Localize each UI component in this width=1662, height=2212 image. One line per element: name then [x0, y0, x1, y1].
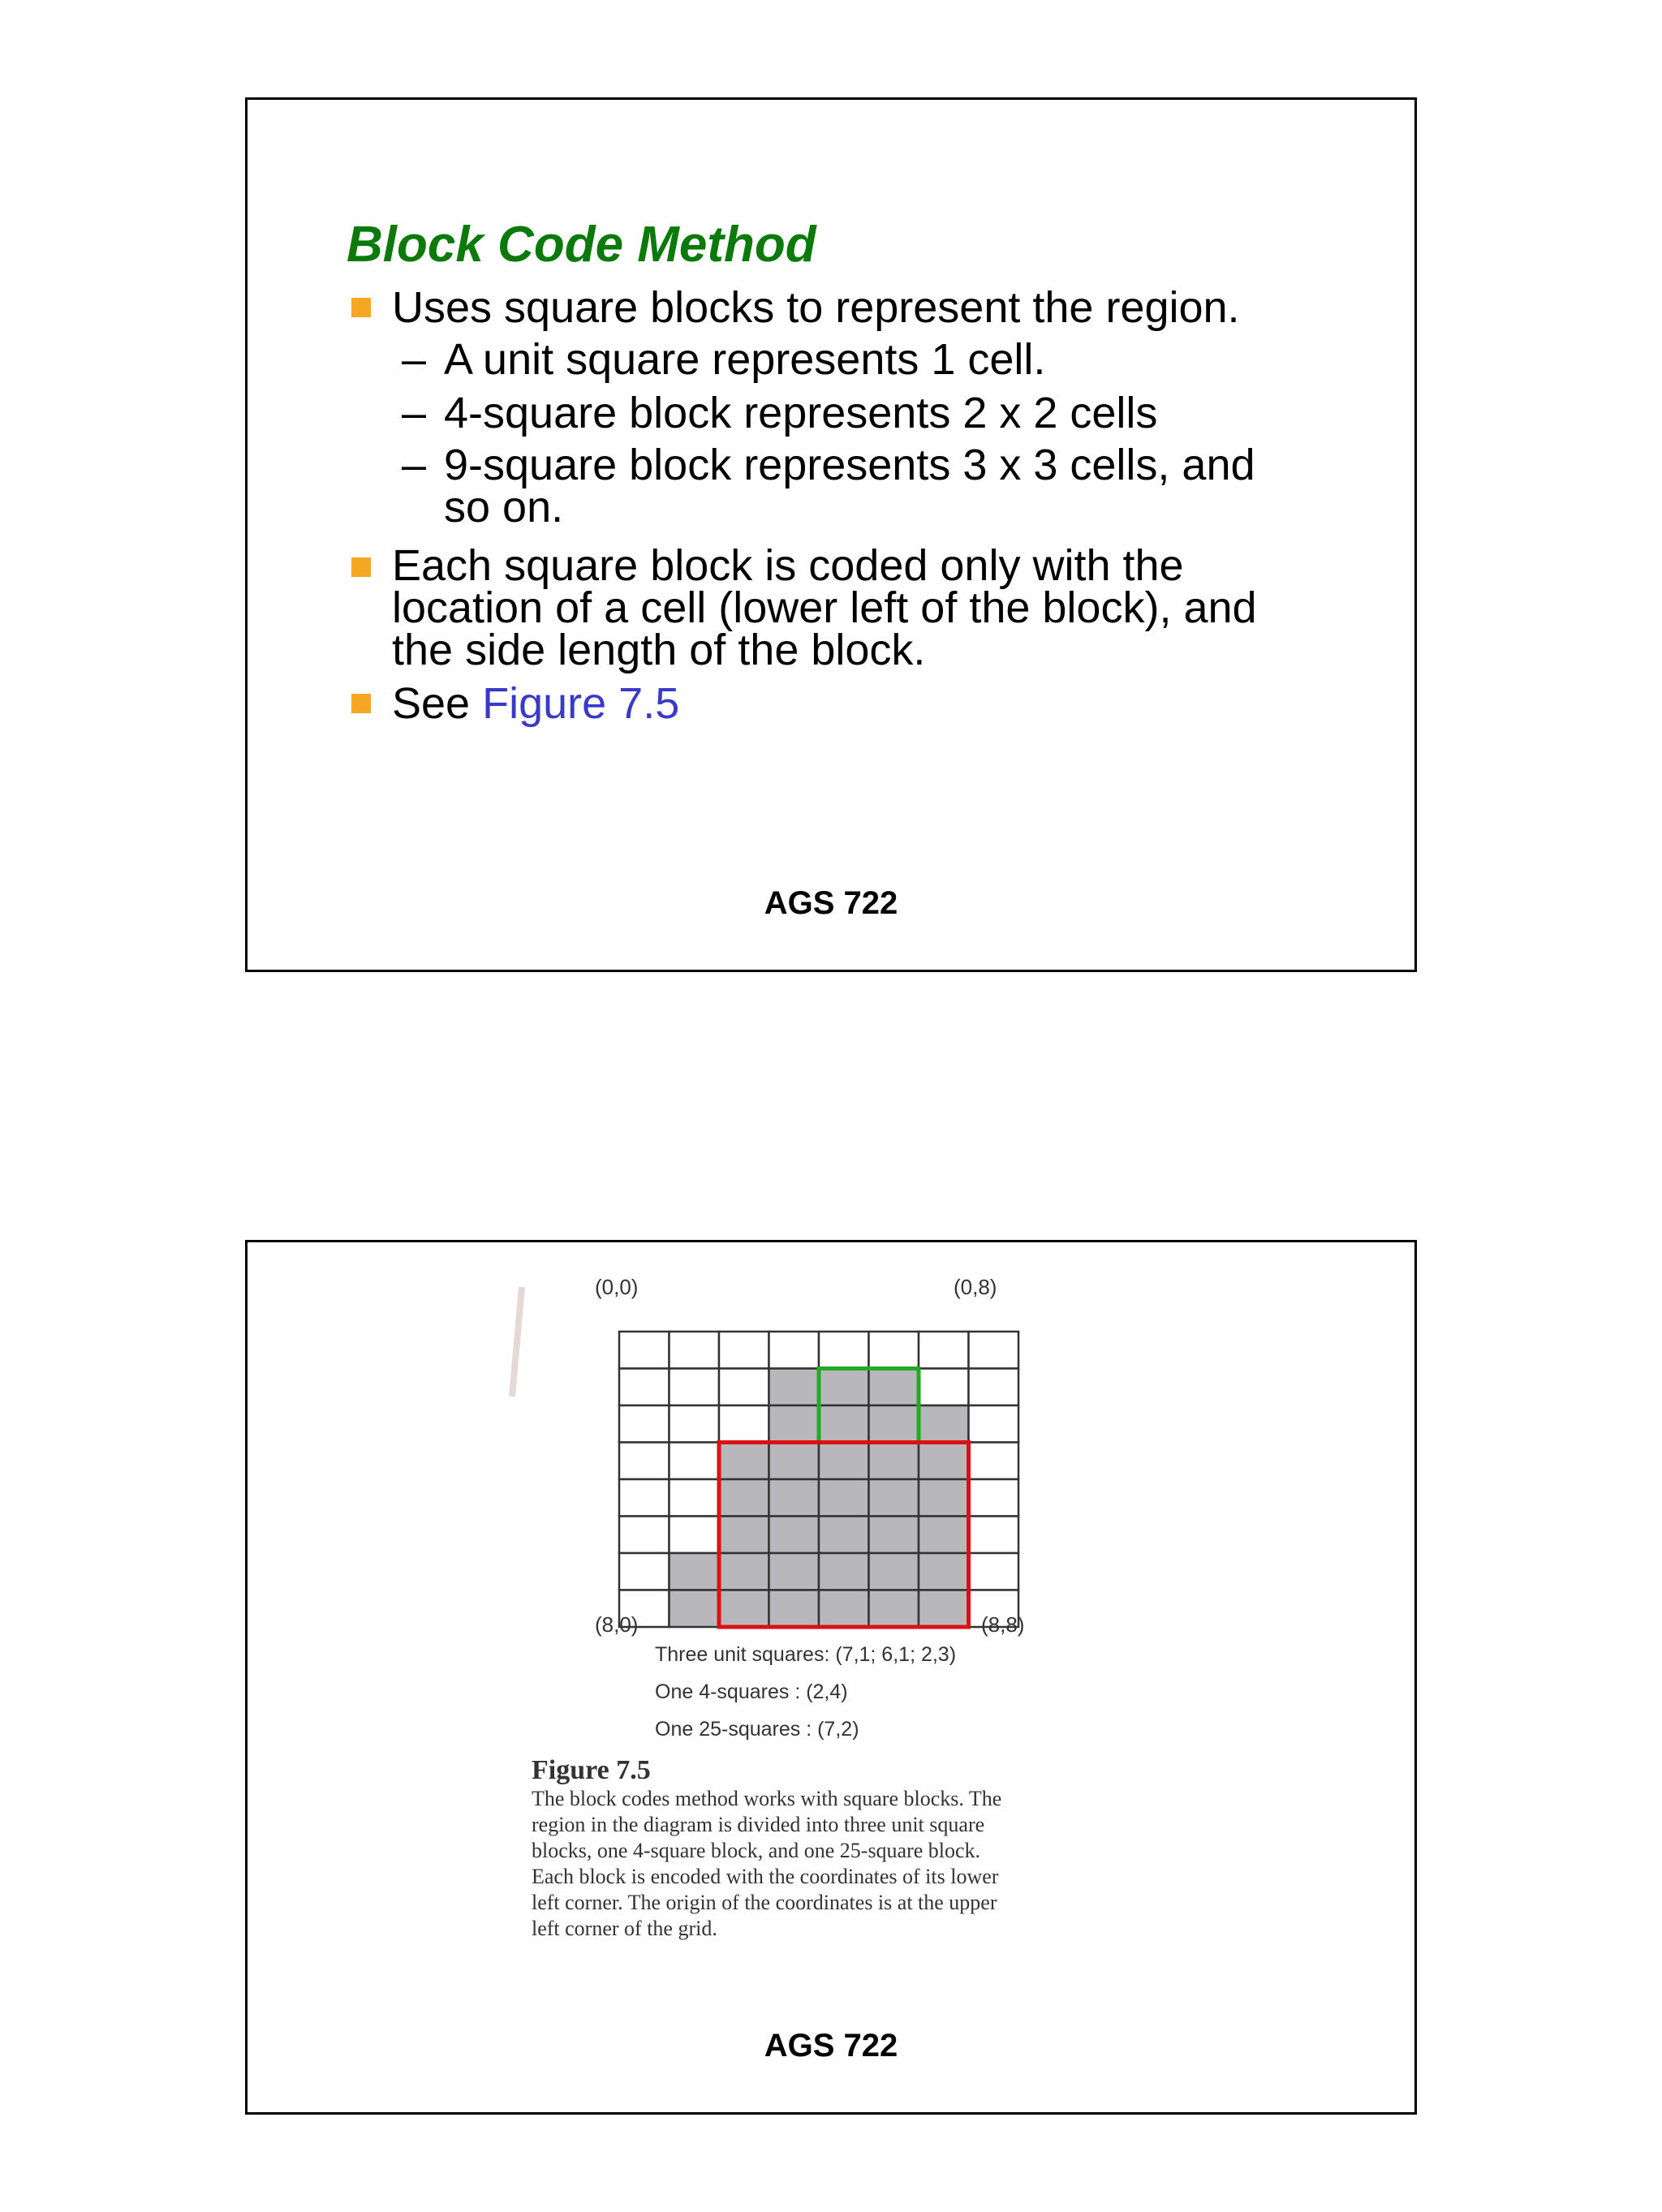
- grid-cell: [670, 1332, 720, 1369]
- grid-cell: [670, 1479, 720, 1517]
- grid-cell-shaded: [769, 1443, 820, 1480]
- grid-cell-shaded: [869, 1369, 919, 1406]
- grid-cell-shaded: [719, 1479, 769, 1517]
- grid-cell: [969, 1369, 1019, 1406]
- grid-cell-shaded: [869, 1517, 919, 1554]
- grid-cell: [769, 1332, 820, 1369]
- bullet-text: See: [392, 679, 483, 728]
- grid-cell-shaded: [719, 1443, 769, 1480]
- sub-bullet-text-cont: so on.: [444, 483, 564, 531]
- grid-cell-shaded: [819, 1517, 869, 1554]
- caption-line: blocks, one 4-square block, and one 25-square block.: [532, 1839, 981, 1862]
- grid-cell: [719, 1332, 769, 1369]
- grid-cell: [719, 1369, 769, 1406]
- slide-block-code-method: [245, 97, 1417, 972]
- caption-line: The block codes method works with square blocks. The: [532, 1787, 1002, 1810]
- grid-cell: [819, 1332, 869, 1369]
- grid-cell: [719, 1405, 769, 1443]
- grid-cell-shaded: [769, 1479, 820, 1517]
- grid-cell: [619, 1369, 670, 1406]
- grid-cell-shaded: [869, 1553, 919, 1590]
- grid-cell-shaded: [869, 1405, 919, 1443]
- grid-cell-shaded: [670, 1590, 720, 1628]
- corner-label-top-right: (0,8): [954, 1275, 997, 1299]
- note-unit-squares: Three unit squares: (7,1; 6,1; 2,3): [655, 1643, 957, 1666]
- bullet-text-cont: the side length of the block.: [392, 626, 926, 674]
- grid-cell-shaded: [719, 1553, 769, 1590]
- grid-cell-shaded: [719, 1517, 769, 1554]
- grid-cell-shaded: [819, 1369, 869, 1406]
- slide-figure-7-5: [245, 1240, 1417, 2115]
- sub-bullet-text: 9-square block represents 3 x 3 cells, and: [444, 441, 1255, 489]
- grid-cell: [619, 1405, 670, 1443]
- grid-cell-shaded: [769, 1590, 820, 1628]
- caption-body: [532, 1786, 1116, 1942]
- grid-cell: [619, 1517, 670, 1554]
- grid-cell-shaded: [919, 1405, 969, 1443]
- sub-bullet-text: A unit square represents 1 cell.: [444, 335, 1046, 384]
- grid-cell-shaded: [769, 1517, 820, 1554]
- grid-cell-shaded: [719, 1590, 769, 1628]
- grid-cell: [670, 1369, 720, 1406]
- bullet-text-cont: location of a cell (lower left of the block), and: [392, 583, 1257, 632]
- bullet-item: [347, 681, 1369, 726]
- grid-cell: [619, 1332, 670, 1369]
- sub-bullet-item: [347, 441, 1369, 531]
- sub-bullet-item: [347, 390, 1369, 436]
- grid-cell-shaded: [869, 1479, 919, 1517]
- sub-bullet-item: [347, 337, 1369, 382]
- corner-label-top-left: (0,0): [595, 1275, 639, 1299]
- grid-cell: [969, 1553, 1019, 1590]
- figure-link[interactable]: Figure 7.5: [482, 679, 680, 728]
- grid-cell-shaded: [919, 1553, 969, 1590]
- grid-cell: [670, 1443, 720, 1480]
- grid-cell-shaded: [670, 1553, 720, 1590]
- grid-cell: [670, 1405, 720, 1443]
- grid-cell: [969, 1405, 1019, 1443]
- grid-cell: [869, 1332, 919, 1369]
- grid-cell-shaded: [819, 1443, 869, 1480]
- corner-label-bottom-left: (8,0): [595, 1612, 639, 1637]
- grid-cell-shaded: [819, 1405, 869, 1443]
- grid-cell: [969, 1443, 1019, 1480]
- grid-cell-shaded: [819, 1590, 869, 1628]
- note-4-squares: One 4-squares : (2,4): [655, 1681, 848, 1703]
- slide-footer: AGS 722: [764, 885, 898, 921]
- bullet-list: [347, 285, 1369, 733]
- grid-cell-shaded: [819, 1479, 869, 1517]
- bullet-item: [347, 285, 1369, 330]
- grid-cell-shaded: [769, 1369, 820, 1406]
- bullet-square-icon: [351, 298, 371, 317]
- corner-label-bottom-right: (8,8): [981, 1612, 1025, 1637]
- caption-title: Figure 7.5: [532, 1755, 651, 1785]
- bullet-text: Each square block is coded only with the: [392, 541, 1184, 590]
- grid-cell-shaded: [769, 1553, 820, 1590]
- figure-caption: [532, 1755, 1116, 1942]
- grid-cell: [919, 1332, 969, 1369]
- grid-cell: [619, 1553, 670, 1590]
- caption-line: left corner. The origin of the coordinates is at the upper: [532, 1891, 997, 1914]
- grid-cell: [969, 1479, 1019, 1517]
- slide-footer: AGS 722: [764, 2028, 898, 2064]
- grid-cell-shaded: [919, 1479, 969, 1517]
- grid-cell: [619, 1443, 670, 1480]
- bullet-square-icon: [351, 557, 371, 577]
- caption-line: left corner of the grid.: [532, 1917, 717, 1940]
- slide-title: Block Code Method: [347, 217, 816, 273]
- note-25-squares: One 25-squares : (7,2): [655, 1718, 859, 1741]
- dash-icon: –: [402, 389, 427, 437]
- grid-cell-shaded: [869, 1443, 919, 1480]
- grid-cell: [919, 1369, 969, 1406]
- grid-cell-shaded: [919, 1517, 969, 1554]
- caption-line: region in the diagram is divided into three unit square: [532, 1813, 985, 1836]
- grid-cell: [619, 1479, 670, 1517]
- grid-cell: [969, 1517, 1019, 1554]
- grid-cell-shaded: [869, 1590, 919, 1628]
- grid-cell-shaded: [769, 1405, 820, 1443]
- bullet-text: Uses square blocks to represent the region.: [392, 283, 1240, 332]
- bullet-square-icon: [351, 694, 371, 713]
- grid-cell-shaded: [819, 1553, 869, 1590]
- block-grid-figure: [248, 1242, 1414, 2112]
- sub-bullet-text: 4-square block represents 2 x 2 cells: [444, 389, 1158, 437]
- bullet-item: [347, 541, 1369, 674]
- caption-line: Each block is encoded with the coordinates of its lower: [532, 1865, 999, 1888]
- scan-artifact: [512, 1287, 522, 1396]
- grid-cell: [670, 1517, 720, 1554]
- grid-cell: [969, 1332, 1019, 1369]
- grid-cell-shaded: [919, 1590, 969, 1628]
- grid-cell-shaded: [919, 1443, 969, 1480]
- dash-icon: –: [402, 441, 427, 489]
- dash-icon: –: [402, 335, 427, 384]
